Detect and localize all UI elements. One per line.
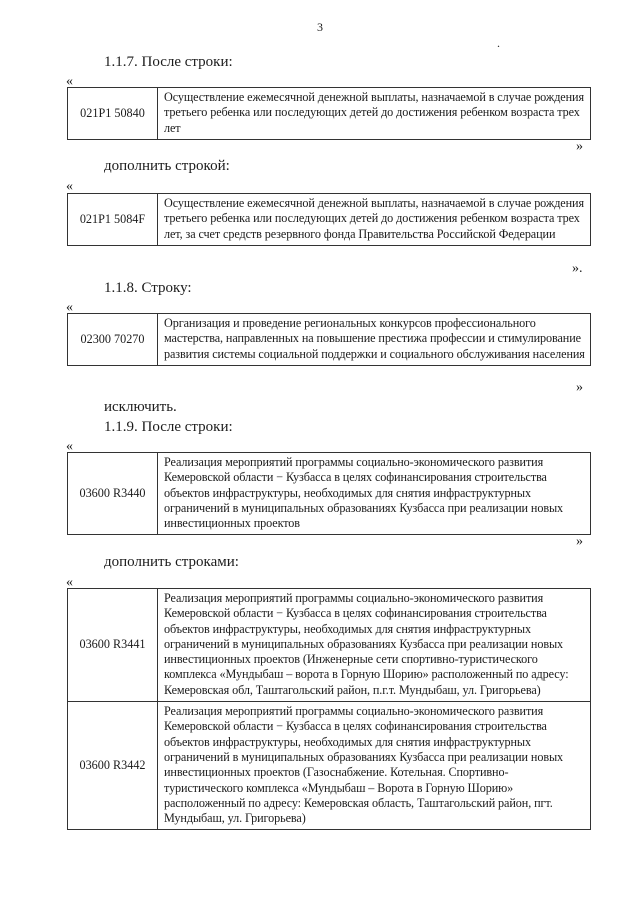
open-quote: «: [66, 74, 73, 89]
budget-table: [67, 313, 591, 366]
open-quote: «: [66, 439, 73, 454]
row-description: Осуществление ежемесячной денежной выплаты, назначаемой в случае рождения третьего ребенка или последующих детей до достижения ребенком возраста трех лет: [158, 88, 591, 140]
row-code: 021P1 5084F: [68, 194, 158, 246]
close-quote: »: [576, 380, 583, 395]
section-1-1-7-heading: 1.1.7. После строки:: [104, 54, 233, 70]
open-quote: «: [66, 300, 73, 315]
row-code: 03600 R3441: [68, 589, 158, 702]
table-row: [68, 453, 591, 535]
table-row: [68, 589, 591, 702]
row-code: 03600 R3440: [68, 453, 158, 535]
open-quote: «: [66, 575, 73, 590]
row-description: Реализация мероприятий программы социально-экономического развития Кемеровской области − Кузбасса в целях софинансирования строительства объектов инфраструктуры, необходимых для снятия инфраструктурных ограничений в муниципальных образованиях Кузбасса при реализации новых инвестиционных проектов (Газоснабжение. Котельная. Спортивно-туристического комплекса «Мундыбаш – Ворота в Горную Шорию» расположенный по адресу: Кемеровская область, Таштагольский район, пгт. Мундыбаш, ул. Григорьева): [158, 702, 591, 830]
close-quote: »: [576, 139, 583, 154]
add-row-label: дополнить строкой:: [104, 158, 230, 174]
page-number: 3: [317, 20, 323, 34]
table-row: [68, 314, 591, 366]
budget-table: [67, 452, 591, 535]
section-1-1-8-heading: 1.1.8. Строку:: [104, 280, 192, 296]
table-row: [68, 702, 591, 830]
row-code: 02300 70270: [68, 314, 158, 366]
budget-table: [67, 87, 591, 140]
row-description: Реализация мероприятий программы социально-экономического развития Кемеровской области − Кузбасса в целях софинансирования строительства объектов инфраструктуры, необходимых для снятия инфраструктурных ограничений в муниципальных образованиях Кузбасса при реализации новых инвестиционных проектов (Инженерные сети спортивно-туристического комплекса «Мундыбаш – ворота в Горную Шорию» расположенный по адресу: Кемеровская обл, Таштагольский район, п.г.т. Мундыбаш, ул. Григорьева): [158, 589, 591, 702]
exclude-label: исключить.: [104, 399, 177, 415]
table-row: [68, 88, 591, 140]
row-code: 03600 R3442: [68, 702, 158, 830]
budget-table: [67, 588, 591, 830]
add-rows-label: дополнить строками:: [104, 554, 239, 570]
close-quote: ».: [572, 261, 583, 276]
budget-table: [67, 193, 591, 246]
row-description: Организация и проведение региональных конкурсов профессионального мастерства, направленных на повышение престижа профессии и стимулирование развития системы социальной поддержки и социального обслуживания населения: [158, 314, 591, 366]
row-description: Реализация мероприятий программы социально-экономического развития Кемеровской области − Кузбасса в целях софинансирования строительства объектов инфраструктуры, необходимых для снятия инфраструктурных ограничений в муниципальных образованиях Кузбасса при реализации новых инвестиционных проектов: [158, 453, 591, 535]
section-1-1-9-heading: 1.1.9. После строки:: [104, 419, 233, 435]
table-row: [68, 194, 591, 246]
row-description: Осуществление ежемесячной денежной выплаты, назначаемой в случае рождения третьего ребенка или последующих детей до достижения ребенком возраста трех лет, за счет средств резервного фонда Правительства Российской Федерации: [158, 194, 591, 246]
corner-mark: .: [497, 36, 500, 50]
row-code: 021P1 50840: [68, 88, 158, 140]
open-quote: «: [66, 179, 73, 194]
close-quote: »: [576, 534, 583, 549]
